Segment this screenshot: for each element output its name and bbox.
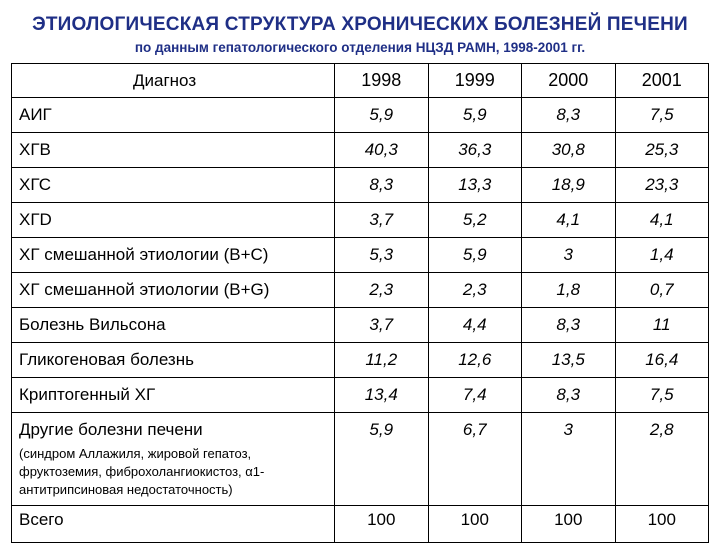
- row-label: Другие болезни печени: [19, 420, 203, 439]
- cell-value: 5,9: [335, 413, 429, 506]
- row-label: Криптогенный ХГ: [12, 378, 335, 413]
- cell-value: 13,4: [335, 378, 429, 413]
- table-row: [12, 343, 709, 378]
- total-row: [12, 506, 709, 543]
- table-row: [12, 133, 709, 168]
- cell-value: 23,3: [615, 168, 709, 203]
- table-row: [12, 308, 709, 343]
- cell-value: 3: [522, 238, 616, 273]
- cell-value: 4,1: [522, 203, 616, 238]
- cell-value: 12,6: [428, 343, 522, 378]
- cell-value: 2,3: [335, 273, 429, 308]
- header-year-2000: 2000: [522, 64, 616, 98]
- table-header-row: [12, 64, 709, 98]
- cell-value: 13,3: [428, 168, 522, 203]
- row-label: Гликогеновая болезнь: [12, 343, 335, 378]
- page-title: ЭТИОЛОГИЧЕСКАЯ СТРУКТУРА ХРОНИЧЕСКИХ БОЛЕЗНЕЙ ПЕЧЕНИ: [32, 14, 688, 35]
- row-label: ХГD: [12, 203, 335, 238]
- cell-value: 30,8: [522, 133, 616, 168]
- etiology-table: [11, 63, 709, 543]
- cell-value: 8,3: [522, 98, 616, 133]
- cell-value: 7,5: [615, 378, 709, 413]
- cell-value: 7,4: [428, 378, 522, 413]
- cell-value: 4,1: [615, 203, 709, 238]
- cell-value: 8,3: [522, 308, 616, 343]
- page-subtitle: по данным гепатологического отделения НЦЗД РАМН, 1998-2001 гг.: [134, 40, 586, 55]
- cell-value: 40,3: [335, 133, 429, 168]
- cell-value: 8,3: [522, 378, 616, 413]
- cell-value: 11: [615, 308, 709, 343]
- cell-value: 5,9: [428, 98, 522, 133]
- cell-value: 36,3: [428, 133, 522, 168]
- cell-value: 11,2: [335, 343, 429, 378]
- cell-value: 5,9: [335, 98, 429, 133]
- cell-value: 3: [522, 413, 616, 506]
- cell-value: 5,2: [428, 203, 522, 238]
- cell-value: 5,9: [428, 238, 522, 273]
- total-label: Всего: [12, 506, 335, 543]
- row-label: Болезнь Вильсона: [12, 308, 335, 343]
- header-year-1999: 1999: [428, 64, 522, 98]
- row-label: ХГВ: [12, 133, 335, 168]
- table-row: [12, 168, 709, 203]
- row-label: АИГ: [12, 98, 335, 133]
- table-row: [12, 413, 709, 506]
- header-year-1998: 1998: [335, 64, 429, 98]
- cell-value: 16,4: [615, 343, 709, 378]
- cell-value: 3,7: [335, 203, 429, 238]
- cell-value: 6,7: [428, 413, 522, 506]
- cell-value: 1,4: [615, 238, 709, 273]
- cell-value: 2,3: [428, 273, 522, 308]
- row-label: ХГС: [12, 168, 335, 203]
- cell-value: 1,8: [522, 273, 616, 308]
- header-year-2001: 2001: [615, 64, 709, 98]
- cell-value: 13,5: [522, 343, 616, 378]
- cell-value: 3,7: [335, 308, 429, 343]
- cell-value: 7,5: [615, 98, 709, 133]
- cell-value: 5,3: [335, 238, 429, 273]
- table-row: [12, 238, 709, 273]
- total-value: 100: [428, 506, 522, 543]
- table-row: [12, 203, 709, 238]
- row-label: ХГ смешанной этиологии (В+G): [12, 273, 335, 308]
- header-diagnosis: Диагноз: [12, 64, 335, 98]
- table-row: [12, 98, 709, 133]
- table-row: [12, 378, 709, 413]
- cell-value: 8,3: [335, 168, 429, 203]
- cell-value: 2,8: [615, 413, 709, 506]
- row-label: ХГ смешанной этиологии (В+С): [12, 238, 335, 273]
- cell-value: 18,9: [522, 168, 616, 203]
- total-value: 100: [522, 506, 616, 543]
- table-row: [12, 273, 709, 308]
- cell-value: 25,3: [615, 133, 709, 168]
- total-value: 100: [615, 506, 709, 543]
- row-label-cell: [12, 413, 335, 506]
- row-note: (синдром Аллажиля, жировой гепатоз, фруктоземия, фиброхолангиокистоз, α1-антитрипсиновая недостаточность): [19, 446, 265, 497]
- cell-value: 0,7: [615, 273, 709, 308]
- cell-value: 4,4: [428, 308, 522, 343]
- total-value: 100: [335, 506, 429, 543]
